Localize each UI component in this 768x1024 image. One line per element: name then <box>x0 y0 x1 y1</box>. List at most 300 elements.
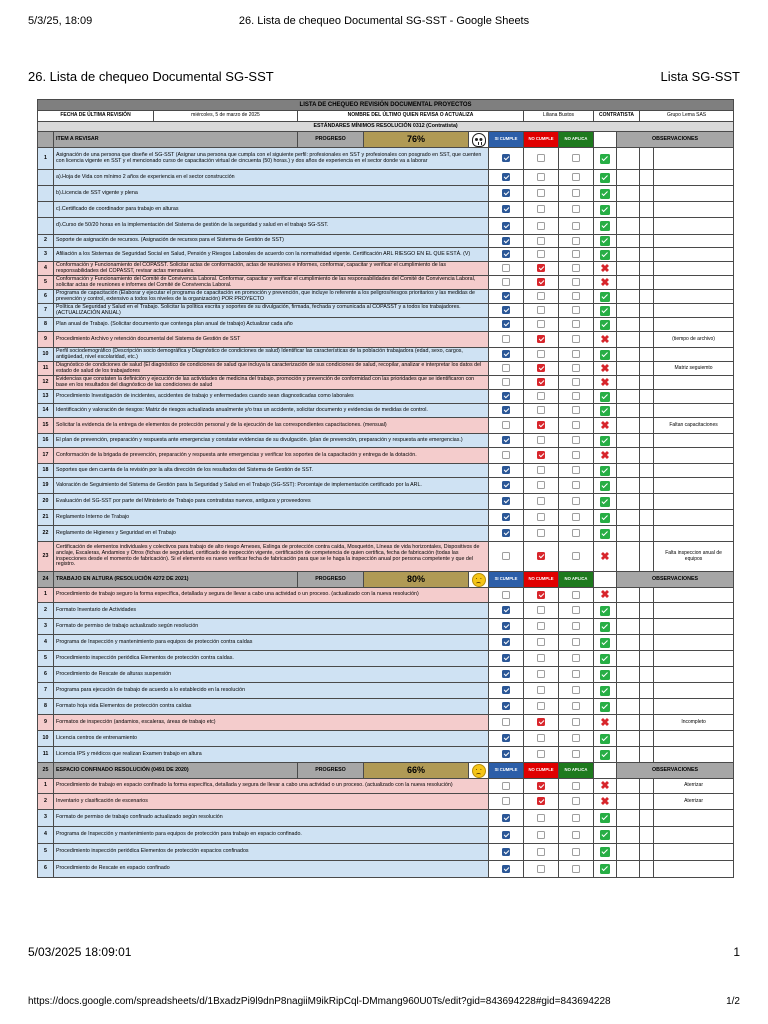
blank-cell <box>640 186 654 202</box>
checklist-row <box>38 318 734 332</box>
item-text[interactable]: c).Certificado de coordinador para trabajo en alturas <box>54 202 489 218</box>
no-cumple-cell <box>524 390 559 404</box>
blank-cell <box>640 262 654 276</box>
blank-cell <box>617 635 640 651</box>
no-cumple-checkbox[interactable] <box>537 264 545 272</box>
item-text[interactable]: Política de Seguridad y Salud en el Trabajo. Solicitar la política escrita y soportes de su divulgación, firmada, fechada y comunicada al COPASST y a todos los trabajadores. (ACTUALIZACIÓN ANUAL) <box>54 304 489 318</box>
si-cumple-checkbox[interactable] <box>502 702 510 710</box>
no-aplica-checkbox[interactable] <box>572 670 580 678</box>
blank-cell <box>617 418 640 434</box>
item-number: 5 <box>38 844 54 861</box>
observation-cell[interactable] <box>654 478 734 494</box>
no-cumple-checkbox[interactable] <box>537 831 545 839</box>
checklist-row <box>38 376 734 390</box>
observation-cell[interactable] <box>654 218 734 235</box>
item-number: 6 <box>38 667 54 683</box>
si-cumple-checkbox[interactable] <box>502 451 510 459</box>
observation-cell[interactable]: Aterrizar <box>654 794 734 810</box>
contractor-value[interactable]: Grupo Lema SAS <box>640 111 734 122</box>
no-aplica-checkbox[interactable] <box>572 350 580 358</box>
si-cumple-cell <box>489 464 524 478</box>
result-cell <box>594 448 617 464</box>
no-aplica-checkbox[interactable] <box>572 222 580 230</box>
si-cumple-checkbox[interactable] <box>502 622 510 630</box>
no-aplica-checkbox[interactable] <box>572 797 580 805</box>
observation-cell[interactable] <box>654 861 734 878</box>
print-footer <box>28 945 740 959</box>
no-aplica-checkbox[interactable] <box>572 292 580 300</box>
no-cumple-checkbox[interactable] <box>537 552 545 560</box>
si-cumple-checkbox[interactable] <box>502 378 510 386</box>
no-aplica-checkbox[interactable] <box>572 814 580 822</box>
observation-cell[interactable] <box>654 404 734 418</box>
si-cumple-checkbox[interactable] <box>502 606 510 614</box>
no-aplica-checkbox[interactable] <box>572 237 580 245</box>
no-aplica-checkbox[interactable] <box>572 718 580 726</box>
no-aplica-checkbox[interactable] <box>572 734 580 742</box>
no-aplica-checkbox[interactable] <box>572 654 580 662</box>
item-text[interactable]: Formatos de inspección (andamios, escaleras, áreas de trabajo etc) <box>54 715 489 731</box>
checklist-row <box>38 218 734 235</box>
no-cumple-cell <box>524 542 559 572</box>
si-cumple-checkbox[interactable] <box>502 466 510 474</box>
no-cumple-checkbox[interactable] <box>537 306 545 314</box>
blank-cell <box>640 248 654 262</box>
date-value[interactable]: miércoles, 5 de marzo de 2025 <box>154 111 298 122</box>
column-no-aplica: NO APLICA <box>559 132 594 148</box>
no-aplica-checkbox[interactable] <box>572 364 580 372</box>
si-cumple-checkbox[interactable] <box>502 154 510 162</box>
observation-cell[interactable] <box>654 588 734 603</box>
checklist-row <box>38 478 734 494</box>
no-cumple-checkbox[interactable] <box>537 606 545 614</box>
no-aplica-checkbox[interactable] <box>572 378 580 386</box>
no-cumple-cell <box>524 170 559 186</box>
no-cumple-checkbox[interactable] <box>537 421 545 429</box>
observation-cell[interactable] <box>654 376 734 390</box>
no-aplica-checkbox[interactable] <box>572 189 580 197</box>
no-cumple-checkbox[interactable] <box>537 848 545 856</box>
no-cumple-cell <box>524 448 559 464</box>
result-cell <box>594 603 617 619</box>
no-aplica-checkbox[interactable] <box>572 335 580 343</box>
no-cumple-cell <box>524 747 559 763</box>
observation-cell[interactable]: Faltan capacitaciones <box>654 418 734 434</box>
si-cumple-checkbox[interactable] <box>502 264 510 272</box>
no-aplica-checkbox[interactable] <box>572 552 580 560</box>
si-cumple-checkbox[interactable] <box>502 552 510 560</box>
no-cumple-checkbox[interactable] <box>537 173 545 181</box>
result-cell <box>594 262 617 276</box>
item-text[interactable]: Certificación de elementos individuales y colectivos para trabajo de alto riesgo Arneses, Eslinga de protección contra caída, Mosquetón, Líneas de vida horizontales, Dispositivos de anclaje, Escaleras, Andamios y Otros (fichas de seguridad, certificado de inspección vigente, certificación de competencia de quien certifica, fecha de fabricación (todas las inspecciones desde el momento de fabricación). Si el elemento es nuevo verificar fecha de fabricación para que se le haga la inspección anual por persona competente y que del registro. <box>54 542 489 572</box>
no-aplica-checkbox[interactable] <box>572 205 580 213</box>
si-cumple-checkbox[interactable] <box>502 350 510 358</box>
no-cumple-cell <box>524 526 559 542</box>
no-aplica-checkbox[interactable] <box>572 264 580 272</box>
no-cumple-checkbox[interactable] <box>537 497 545 505</box>
si-cumple-checkbox[interactable] <box>502 292 510 300</box>
no-aplica-checkbox[interactable] <box>572 513 580 521</box>
item-number: 6 <box>38 861 54 878</box>
item-text[interactable]: Perfil sociodemográfico (Descripción socio demográfica y Diagnóstico de condiciones de salud) Identificar las características de la población trabajadora (edad, sexo, cargos, antigüedad, nivel escolaridad, etc.) <box>54 348 489 362</box>
observation-cell[interactable]: Falta inspeccion anual de equipos <box>654 542 734 572</box>
no-aplica-checkbox[interactable] <box>572 591 580 599</box>
observation-cell[interactable] <box>654 510 734 526</box>
no-aplica-cell <box>559 683 594 699</box>
si-cumple-cell <box>489 218 524 235</box>
cross-mark-icon: ✖ <box>600 333 610 346</box>
no-cumple-checkbox[interactable] <box>537 750 545 758</box>
item-text[interactable]: Procedimiento de Rescate en espacio confinado <box>54 861 489 878</box>
no-cumple-checkbox[interactable] <box>537 392 545 400</box>
item-number: 3 <box>38 619 54 635</box>
observation-cell[interactable] <box>654 170 734 186</box>
observation-cell[interactable] <box>654 827 734 844</box>
blank-cell <box>617 494 640 510</box>
si-cumple-checkbox[interactable] <box>502 734 510 742</box>
no-cumple-checkbox[interactable] <box>537 797 545 805</box>
item-text[interactable]: d).Curso de 50/20 horas en la implementación del Sistema de gestión de la seguridad y salud en el trabajo SG-SST. <box>54 218 489 235</box>
result-cell <box>594 619 617 635</box>
item-text[interactable]: Identificación y valoración de riesgos: Matriz de riesgos actualizada anualmente y/o tras un accidente, solicitar documento y evidencias de medidas de control. <box>54 404 489 418</box>
item-number: 12 <box>38 376 54 390</box>
check-mark-icon <box>600 221 610 231</box>
print-datetime: 5/3/25, 18:09 <box>28 15 93 27</box>
observation-cell[interactable] <box>654 434 734 448</box>
no-aplica-cell <box>559 494 594 510</box>
checklist-row <box>38 810 734 827</box>
item-text[interactable]: El plan de prevención, preparación y respuesta ante emergencias y constatar evidencias de su divulgación. (plan de prevención, preparación y respuesta ante emergencias.) <box>54 434 489 448</box>
no-aplica-checkbox[interactable] <box>572 406 580 414</box>
no-aplica-cell <box>559 276 594 290</box>
no-cumple-checkbox[interactable] <box>537 718 545 726</box>
si-cumple-cell <box>489 348 524 362</box>
si-cumple-checkbox[interactable] <box>502 406 510 414</box>
item-number: 2 <box>38 794 54 810</box>
no-cumple-checkbox[interactable] <box>537 406 545 414</box>
no-aplica-cell <box>559 170 594 186</box>
check-mark-icon <box>600 686 610 696</box>
si-cumple-checkbox[interactable] <box>502 205 510 213</box>
si-cumple-checkbox[interactable] <box>502 513 510 521</box>
no-cumple-checkbox[interactable] <box>537 702 545 710</box>
no-aplica-checkbox[interactable] <box>572 306 580 314</box>
si-cumple-checkbox[interactable] <box>502 750 510 758</box>
no-aplica-checkbox[interactable] <box>572 686 580 694</box>
si-cumple-checkbox[interactable] <box>502 173 510 181</box>
item-text[interactable]: Programa para ejecución de trabajo de acuerdo a lo establecido en la resolución <box>54 683 489 699</box>
item-text[interactable]: Asignación de una persona que diseñe el SG-SST (Asignar una persona que cumpla con el siguiente perfil: profesionales en SST y profesionales con posgrado en SST, que cuenten con licencia vigente en SST y el mencionado curso de capacitación virtual de cincuenta (50) horas.) y dos años de experiencia en el sector donde va a laborar <box>54 148 489 170</box>
observation-cell[interactable] <box>654 348 734 362</box>
no-aplica-checkbox[interactable] <box>572 831 580 839</box>
no-cumple-checkbox[interactable] <box>537 734 545 742</box>
observation-cell[interactable] <box>654 464 734 478</box>
no-cumple-checkbox[interactable] <box>537 237 545 245</box>
blank-cell <box>617 348 640 362</box>
no-aplica-checkbox[interactable] <box>572 436 580 444</box>
observation-cell[interactable] <box>654 635 734 651</box>
reviewer-value[interactable]: Liliana Bustos <box>524 111 594 122</box>
no-cumple-checkbox[interactable] <box>537 654 545 662</box>
item-number: 5 <box>38 651 54 667</box>
blank-cell <box>640 318 654 332</box>
no-aplica-checkbox[interactable] <box>572 320 580 328</box>
no-cumple-checkbox[interactable] <box>537 189 545 197</box>
no-aplica-checkbox[interactable] <box>572 638 580 646</box>
no-cumple-checkbox[interactable] <box>537 222 545 230</box>
si-cumple-checkbox[interactable] <box>502 686 510 694</box>
observation-cell[interactable] <box>654 651 734 667</box>
item-text[interactable]: Procedimiento inspección periódica Elementos de protección contra caídas. <box>54 651 489 667</box>
si-cumple-checkbox[interactable] <box>502 306 510 314</box>
si-cumple-checkbox[interactable] <box>502 638 510 646</box>
observation-cell[interactable] <box>654 390 734 404</box>
no-aplica-checkbox[interactable] <box>572 529 580 537</box>
checklist-row <box>38 290 734 304</box>
no-cumple-checkbox[interactable] <box>537 686 545 694</box>
column-observaciones: OBSERVACIONES <box>617 572 734 588</box>
no-cumple-checkbox[interactable] <box>537 670 545 678</box>
no-cumple-checkbox[interactable] <box>537 782 545 790</box>
observation-cell[interactable] <box>654 699 734 715</box>
observation-cell[interactable] <box>654 603 734 619</box>
no-cumple-checkbox[interactable] <box>537 638 545 646</box>
no-aplica-checkbox[interactable] <box>572 622 580 630</box>
no-aplica-cell <box>559 731 594 747</box>
no-aplica-checkbox[interactable] <box>572 421 580 429</box>
item-text[interactable]: Conformación de la brigada de prevención, preparación y respuesta ante emergencias y verificar los soportes de la capacitación y entrega de la dotación. <box>54 448 489 464</box>
item-text[interactable]: Formato de permiso de trabajo confinado actualizado según resolución <box>54 810 489 827</box>
si-cumple-checkbox[interactable] <box>502 718 510 726</box>
no-cumple-checkbox[interactable] <box>537 292 545 300</box>
no-cumple-cell <box>524 810 559 827</box>
si-cumple-cell <box>489 603 524 619</box>
date-label: FECHA DE ÚLTIMA REVISIÓN <box>38 111 154 122</box>
observation-cell[interactable] <box>654 526 734 542</box>
result-cell <box>594 202 617 218</box>
item-text[interactable]: Reglamento Interno de Trabajo <box>54 510 489 526</box>
no-aplica-checkbox[interactable] <box>572 750 580 758</box>
checklist-row <box>38 434 734 448</box>
item-text[interactable]: Soportes que den cuenta de la revisión por la alta dirección de los resultados del Sistema de Gestión de SST. <box>54 464 489 478</box>
observation-cell[interactable]: Incompleto <box>654 715 734 731</box>
observation-cell[interactable] <box>654 810 734 827</box>
blank-cell <box>617 715 640 731</box>
item-text[interactable]: Valoración de Seguimiento del Sistema de Gestión para la Seguridad y Salud en el Trabajo (SG-SST): Porcentaje de implementación certificado por la ARL. <box>54 478 489 494</box>
observation-cell[interactable] <box>654 202 734 218</box>
no-cumple-checkbox[interactable] <box>537 529 545 537</box>
no-aplica-checkbox[interactable] <box>572 497 580 505</box>
blank-cell <box>640 667 654 683</box>
si-cumple-checkbox[interactable] <box>502 848 510 856</box>
si-cumple-checkbox[interactable] <box>502 831 510 839</box>
observation-cell[interactable] <box>654 290 734 304</box>
item-text[interactable]: a).Hoja de Vida con mínimo 2 años de experiencia en el sector construcción <box>54 170 489 186</box>
observation-cell[interactable]: (tiempo de archivo) <box>654 332 734 348</box>
si-cumple-checkbox[interactable] <box>502 436 510 444</box>
no-aplica-cell <box>559 699 594 715</box>
item-number <box>38 202 54 218</box>
si-cumple-checkbox[interactable] <box>502 865 510 873</box>
si-cumple-checkbox[interactable] <box>502 797 510 805</box>
result-cell <box>594 170 617 186</box>
si-cumple-checkbox[interactable] <box>502 814 510 822</box>
observation-cell[interactable]: Matriz seguiemto <box>654 362 734 376</box>
column-no-cumple: NO CUMPLE <box>524 763 559 779</box>
no-aplica-checkbox[interactable] <box>572 392 580 400</box>
standards-title: ESTÁNDARES MÍNIMOS RESOLUCIÓN 0312 (Contratista) <box>38 122 734 132</box>
si-cumple-checkbox[interactable] <box>502 670 510 678</box>
si-cumple-checkbox[interactable] <box>502 392 510 400</box>
observation-cell[interactable] <box>654 304 734 318</box>
item-text[interactable]: Licencia centros de entrenamiento <box>54 731 489 747</box>
no-aplica-checkbox[interactable] <box>572 466 580 474</box>
section-number: 24 <box>38 572 54 588</box>
item-number: 5 <box>38 276 54 290</box>
item-text[interactable]: Procedimiento Investigación de incidentes, accidentes de trabajo y enfermedades cuando sean diagnosticadas como laborales <box>54 390 489 404</box>
observation-cell[interactable] <box>654 262 734 276</box>
no-cumple-checkbox[interactable] <box>537 205 545 213</box>
observation-cell[interactable]: Aterrizar <box>654 779 734 794</box>
no-aplica-checkbox[interactable] <box>572 173 580 181</box>
observation-cell[interactable] <box>654 186 734 202</box>
si-cumple-checkbox[interactable] <box>502 364 510 372</box>
check-mark-icon <box>600 189 610 199</box>
no-cumple-cell <box>524 667 559 683</box>
checklist-row <box>38 418 734 434</box>
blank-cell <box>617 827 640 844</box>
item-text[interactable]: Procedimiento Archivo y retención documental del Sistema de Gestión de SST <box>54 332 489 348</box>
no-aplica-checkbox[interactable] <box>572 451 580 459</box>
item-text[interactable]: Reglamento de Higienes y Seguridad en el Trabajo <box>54 526 489 542</box>
item-text[interactable]: Programa de Inspección y mantenimiento para equipos de protección contra caídas <box>54 635 489 651</box>
si-cumple-cell <box>489 448 524 464</box>
no-cumple-checkbox[interactable] <box>537 622 545 630</box>
si-cumple-checkbox[interactable] <box>502 278 510 286</box>
item-number: 11 <box>38 362 54 376</box>
si-cumple-checkbox[interactable] <box>502 320 510 328</box>
no-aplica-checkbox[interactable] <box>572 250 580 258</box>
item-text[interactable]: Inventario y clasificación de escenarios <box>54 794 489 810</box>
si-cumple-checkbox[interactable] <box>502 335 510 343</box>
no-aplica-checkbox[interactable] <box>572 278 580 286</box>
no-cumple-checkbox[interactable] <box>537 865 545 873</box>
item-text[interactable]: Licencia IPS y médicos que realizan Examen trabajo en altura <box>54 747 489 763</box>
no-aplica-cell <box>559 779 594 794</box>
si-cumple-checkbox[interactable] <box>502 481 510 489</box>
no-cumple-checkbox[interactable] <box>537 591 545 599</box>
item-text[interactable]: Programa de capacitación (Elaborar y ejecutar el programa de capacitación en promoción y prevención, que incluye lo referente a los peligros/riesgos prioritarios y las medidas de prevención y control, extensivo a todos los niveles de la organización) POR PROYECTO <box>54 290 489 304</box>
si-cumple-cell <box>489 779 524 794</box>
si-cumple-checkbox[interactable] <box>502 782 510 790</box>
blank-cell <box>640 619 654 635</box>
si-cumple-cell <box>489 494 524 510</box>
item-text[interactable]: Procedimiento de trabajo seguro la forma específica, detallada y segura de llevar a cabo una actividad o un proceso. (actualizado con la nueva resolución) <box>54 588 489 603</box>
item-text[interactable]: Programa de Inspección y mantenimiento para equipos de protección para trabajo en espacio confinado. <box>54 827 489 844</box>
observation-cell[interactable] <box>654 248 734 262</box>
no-cumple-checkbox[interactable] <box>537 436 545 444</box>
observation-cell[interactable] <box>654 235 734 248</box>
item-text[interactable]: Evaluación del SG-SST por parte del Ministerio de Trabajo para contratistas nuevos, antiguos y proveedores <box>54 494 489 510</box>
no-aplica-checkbox[interactable] <box>572 848 580 856</box>
blank-cell <box>640 779 654 794</box>
no-aplica-checkbox[interactable] <box>572 702 580 710</box>
no-cumple-checkbox[interactable] <box>537 154 545 162</box>
no-aplica-checkbox[interactable] <box>572 606 580 614</box>
no-cumple-checkbox[interactable] <box>537 513 545 521</box>
observation-cell[interactable] <box>654 494 734 510</box>
no-cumple-checkbox[interactable] <box>537 250 545 258</box>
si-cumple-checkbox[interactable] <box>502 529 510 537</box>
si-cumple-checkbox[interactable] <box>502 497 510 505</box>
no-aplica-checkbox[interactable] <box>572 481 580 489</box>
no-aplica-cell <box>559 478 594 494</box>
si-cumple-checkbox[interactable] <box>502 591 510 599</box>
no-cumple-checkbox[interactable] <box>537 320 545 328</box>
observation-cell[interactable] <box>654 318 734 332</box>
si-cumple-checkbox[interactable] <box>502 237 510 245</box>
item-text[interactable]: b).Licencia de SST vigente y plena <box>54 186 489 202</box>
item-text[interactable]: Procedimiento de Rescate de alturas suspensión <box>54 667 489 683</box>
observation-cell[interactable] <box>654 448 734 464</box>
item-text[interactable]: Formato hoja vida Elementos de protección contra caídas <box>54 699 489 715</box>
no-cumple-checkbox[interactable] <box>537 335 545 343</box>
item-text[interactable]: Solicitar la evidencia de la entrega de elementos de protección personal y de la ejecución de las correspondientes capacitaciones. (mensual) <box>54 418 489 434</box>
no-cumple-checkbox[interactable] <box>537 814 545 822</box>
observation-cell[interactable] <box>654 844 734 861</box>
checklist-row <box>38 699 734 715</box>
no-aplica-checkbox[interactable] <box>572 154 580 162</box>
no-cumple-checkbox[interactable] <box>537 278 545 286</box>
observation-cell[interactable] <box>654 148 734 170</box>
item-text[interactable]: Formato de permiso de trabajo actualizado según resolución <box>54 619 489 635</box>
result-cell <box>594 827 617 844</box>
si-cumple-checkbox[interactable] <box>502 654 510 662</box>
no-cumple-checkbox[interactable] <box>537 481 545 489</box>
item-text[interactable]: Procedimiento de trabajo en espacio confinado la forma específica, detallada y segura de llevar a cabo una actividad o un proceso. (actualizado con la nueva resolución) <box>54 779 489 794</box>
checklist-row <box>38 148 734 170</box>
item-text[interactable]: Evidencias que constaten la definición y ejecución de las actividades de medicina del trabajo, promoción y prevención de conformidad con las prioridades que se identificaron con base en los resultados del diagnóstico de las condiciones de salud <box>54 376 489 390</box>
no-cumple-checkbox[interactable] <box>537 364 545 372</box>
si-cumple-checkbox[interactable] <box>502 250 510 258</box>
no-cumple-checkbox[interactable] <box>537 350 545 358</box>
item-text[interactable]: Afiliación a los Sistemas de Seguridad Social en Salud, Pensión y Riesgos Laborales de acuerdo con la normatividad vigente. Certificación ARL RIESGO EN EL QUE ESTÁ. (V) <box>54 248 489 262</box>
item-text[interactable]: Diagnóstico de condiciones de salud (El diagnóstico de condiciones de salud que incluya la caracterización de sus condiciones de salud, recopilar, analizar e interpretar los datos del estado de salud de los trabajadores <box>54 362 489 376</box>
si-cumple-checkbox[interactable] <box>502 421 510 429</box>
checklist-row <box>38 276 734 290</box>
observation-cell[interactable] <box>654 276 734 290</box>
observation-cell[interactable] <box>654 619 734 635</box>
no-cumple-checkbox[interactable] <box>537 378 545 386</box>
item-text[interactable]: Conformación y Funcionamiento del Comité de Convivencia Laboral. Conformar, capacitar y verificar el cumplimiento de las responsabilidades del Comité de Convivencia Laboral, solicitar actas de reuniones e informes del Comité de Convivencia Laboral. <box>54 276 489 290</box>
no-cumple-checkbox[interactable] <box>537 466 545 474</box>
si-cumple-checkbox[interactable] <box>502 222 510 230</box>
item-text[interactable]: Conformación y Funcionamiento del COPASST. Solicitar actas de conformación, actas de reuniones e informes, conformar, capacitar y verificar el cumplimiento de las responsabilidades del COPASST, revisar actas mensuales. <box>54 262 489 276</box>
observation-cell[interactable] <box>654 667 734 683</box>
item-text[interactable]: Procedimiento inspección periódica Elementos de protección espacios confinados <box>54 844 489 861</box>
item-text[interactable]: Formato Inventario de Actividades <box>54 603 489 619</box>
item-text[interactable]: Plan anual de Trabajo. (Solicitar documento que contenga plan anual de trabajo) Actualizar cada año <box>54 318 489 332</box>
no-cumple-checkbox[interactable] <box>537 451 545 459</box>
si-cumple-checkbox[interactable] <box>502 189 510 197</box>
observation-cell[interactable] <box>654 683 734 699</box>
no-aplica-checkbox[interactable] <box>572 782 580 790</box>
no-aplica-checkbox[interactable] <box>572 865 580 873</box>
checklist-row <box>38 332 734 348</box>
observation-cell[interactable] <box>654 731 734 747</box>
observation-cell[interactable] <box>654 747 734 763</box>
item-text[interactable]: Soporte de asignación de recursos. (Asignación de recursos para el Sistema de Gestión de SST) <box>54 235 489 248</box>
